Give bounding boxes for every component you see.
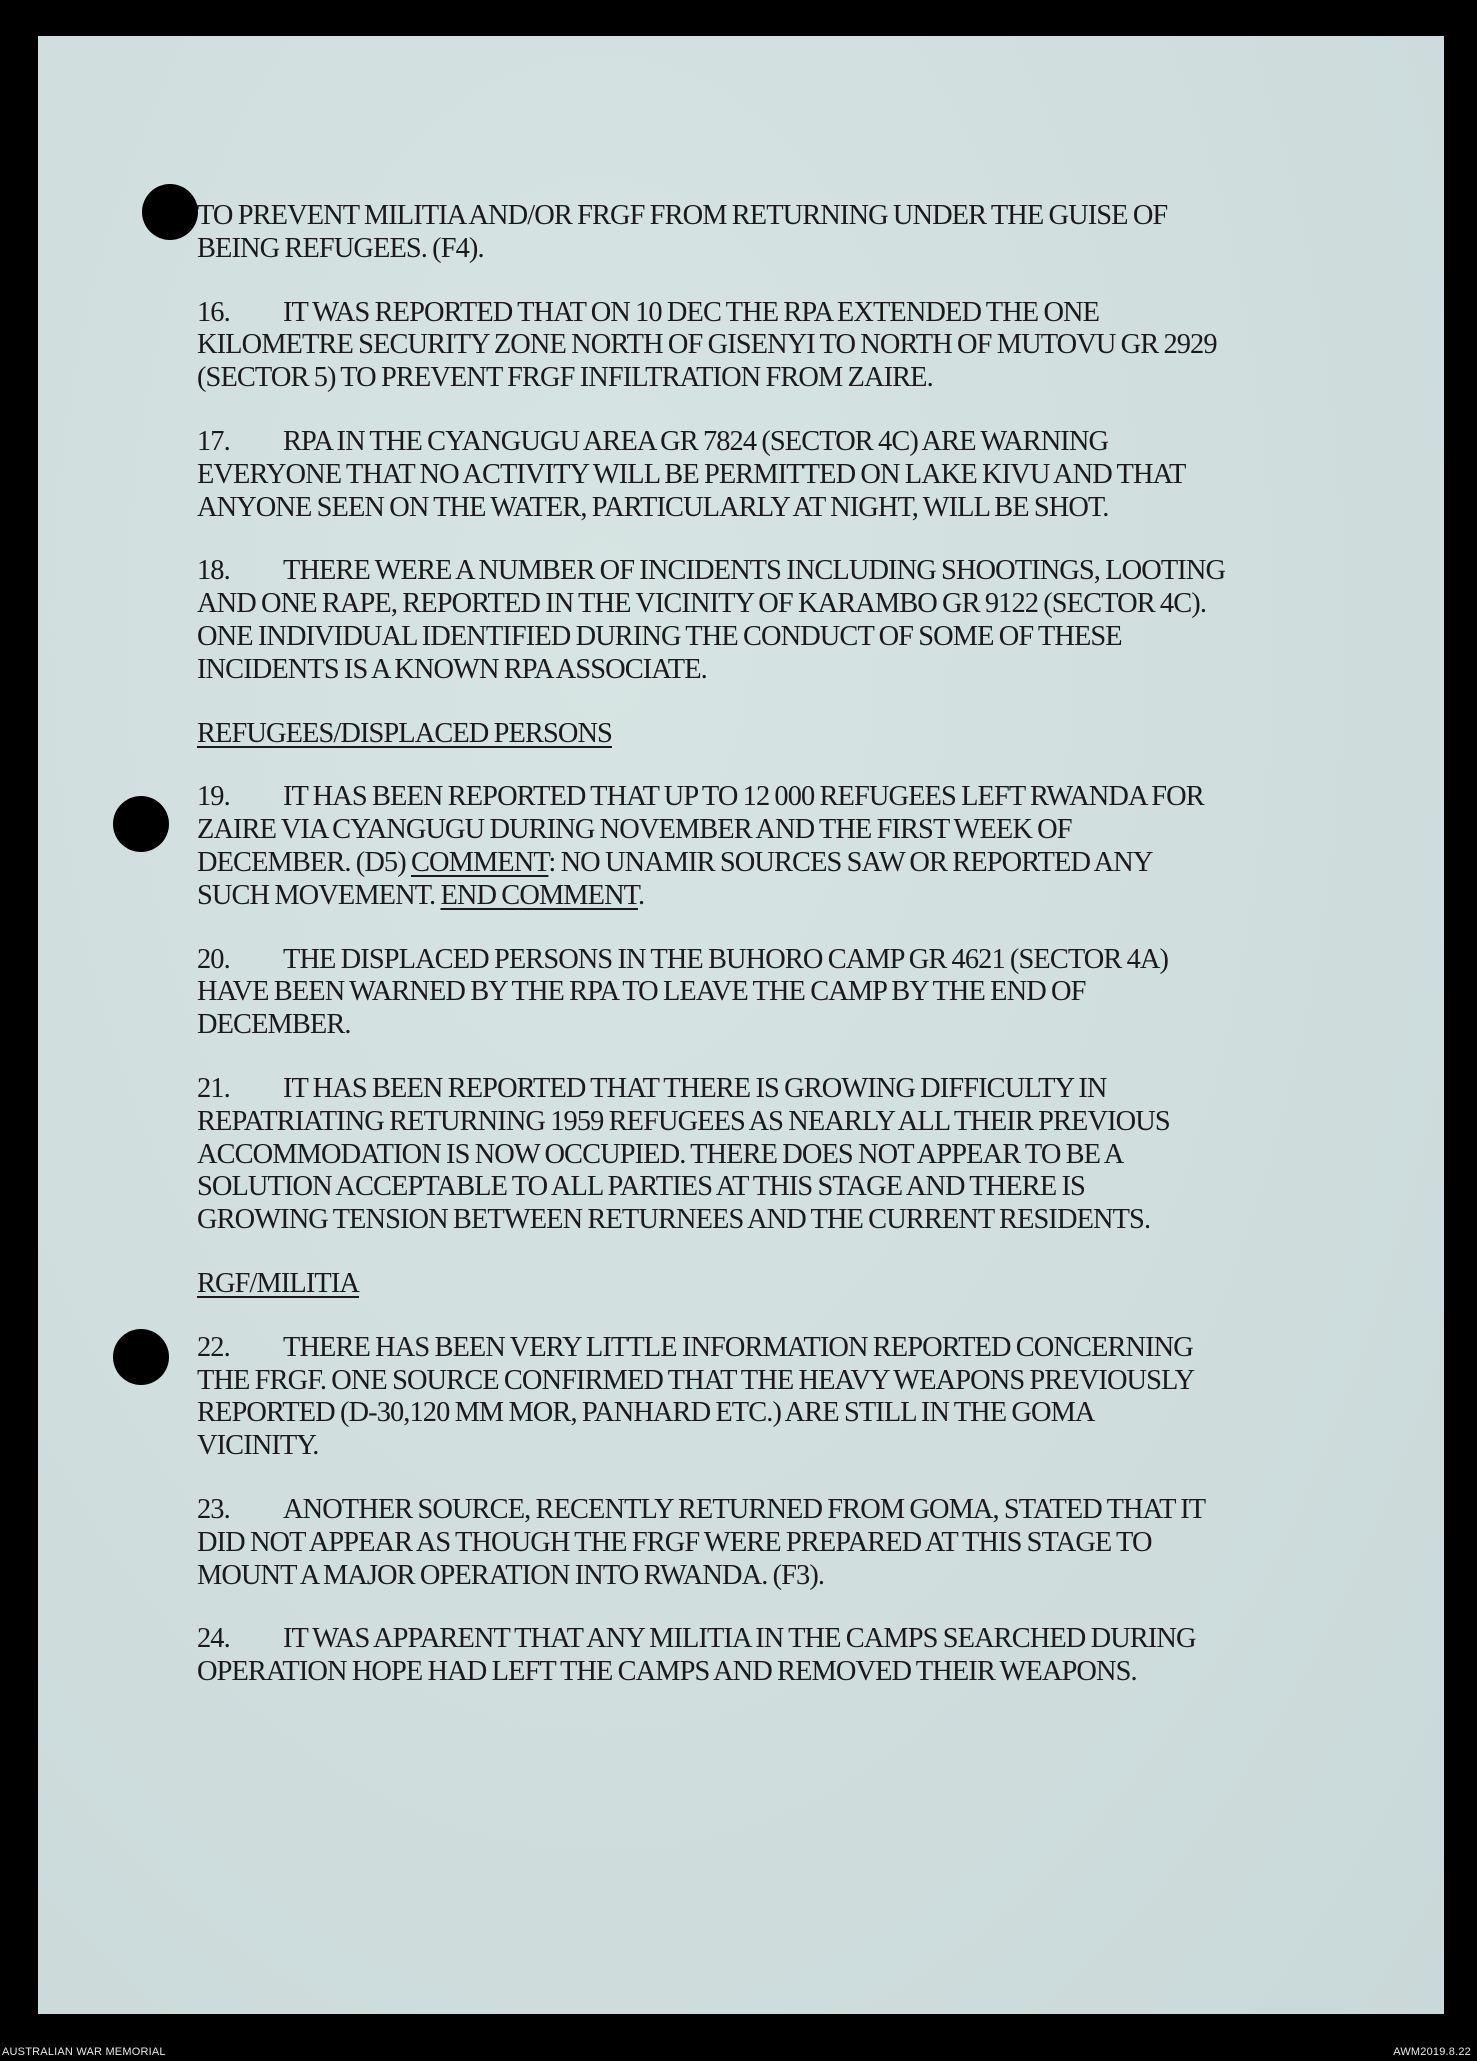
section-heading-refugees: REFUGEES/DISPLACED PERSONS (197, 717, 612, 749)
paragraph-24 (197, 1623, 1337, 1689)
paragraph-17 (197, 426, 1337, 524)
footer-institution: AUSTRALIAN WAR MEMORIAL (2, 2046, 166, 2058)
paragraph-22 (197, 1332, 1337, 1463)
paragraph-23 (197, 1494, 1337, 1592)
punch-hole-middle (113, 796, 169, 852)
document-body (197, 200, 1337, 1720)
paragraph-text: : NO UNAMIR SOURCES SAW OR REPORTED ANY SUCH MOVEMENT. (197, 846, 1153, 911)
paragraph-text: IT HAS BEEN REPORTED THAT UP TO 12 000 REFUGEES LEFT RWANDA FOR ZAIRE VIA CYANGUGU DURING NOVEMBER AND THE FIRST WEEK OF DECEMBER. (D5) (197, 781, 1204, 878)
paragraph-number: 16. (197, 296, 230, 328)
paragraph-text: ANOTHER SOURCE, RECENTLY RETURNED FROM GOMA, STATED THAT IT DID NOT APPEAR AS THOUGH THE FRGF WERE PREPARED AT THIS STAGE TO MOUNT A MAJOR OPERATION INTO RWANDA. (F3). (197, 1493, 1206, 1591)
paragraph-text: IT HAS BEEN REPORTED THAT THERE IS GROWING DIFFICULTY IN REPATRIATING RETURNING 1959 REFUGEES AS NEARLY ALL THEIR PREVIOUS ACCOMMODATION IS NOW OCCUPIED. THERE DOES NOT APPEAR TO BE A SOLUTION ACCEPTABLE TO ALL PARTIES AT THIS STAGE AND THERE IS GROWING TENSION BETWEEN RETURNEES AND THE CURRENT RESIDENTS. (197, 1072, 1170, 1236)
punch-hole-top (142, 184, 198, 240)
paragraph-number: 21. (197, 1072, 230, 1104)
punch-hole-bottom (113, 1329, 169, 1385)
paragraph-21 (197, 1073, 1337, 1237)
paragraph-19 (197, 781, 1337, 912)
paragraph-text: RPA IN THE CYANGUGU AREA GR 7824 (SECTOR 4C) ARE WARNING EVERYONE THAT NO ACTIVITY WILL BE PERMITTED ON LAKE KIVU AND THAT ANYONE SEEN ON THE WATER, PARTICULARLY AT NIGHT, WILL BE SHOT. (197, 425, 1186, 523)
paragraph-number: 18. (197, 555, 230, 587)
end-comment-label: END COMMENT (440, 879, 639, 911)
paragraph-text: THE DISPLACED PERSONS IN THE BUHORO CAMP GR 4621 (SECTOR 4A) HAVE BEEN WARNED BY THE RPA TO LEAVE THE CAMP BY THE END OF DECEMBER. (197, 943, 1169, 1041)
paragraph-continued: TO PREVENT MILITIA AND/OR FRGF FROM RETURNING UNDER THE GUISE OF BEING REFUGEES. (F4). (197, 200, 1168, 264)
paragraph-text: . (638, 879, 645, 911)
section-heading-rgf-militia: RGF/MILITIA (197, 1267, 360, 1299)
comment-label: COMMENT (410, 846, 549, 878)
paragraph-number: 23. (197, 1493, 230, 1525)
paragraph-text: IT WAS APPARENT THAT ANY MILITIA IN THE CAMPS SEARCHED DURING OPERATION HOPE HAD LEFT THE CAMPS AND REMOVED THEIR WEAPONS. (197, 1623, 1196, 1688)
footer-catalogue-id: AWM2019.8.22 (1393, 2046, 1471, 2058)
paragraph-number: 19. (197, 781, 230, 813)
paragraph-text: IT WAS REPORTED THAT ON 10 DEC THE RPA EXTENDED THE ONE KILOMETRE SECURITY ZONE NORTH OF GISENYI TO NORTH OF MUTOVU GR 2929 (SECTOR 5) TO PREVENT FRGF INFILTRATION FROM ZAIRE. (197, 296, 1217, 394)
paragraph-16 (197, 297, 1337, 395)
paragraph-20 (197, 944, 1337, 1042)
paragraph-number: 20. (197, 943, 230, 975)
paragraph-number: 17. (197, 425, 230, 457)
paragraph-number: 24. (197, 1623, 230, 1655)
paragraph-text: THERE WERE A NUMBER OF INCIDENTS INCLUDING SHOOTINGS, LOOTING AND ONE RAPE, REPORTED IN THE VICINITY OF KARAMBO GR 9122 (SECTOR 4C). ONE INDIVIDUAL IDENTIFIED DURING THE CONDUCT OF SOME OF THESE INCIDENTS IS A KNOWN RPA ASSOCIATE. (197, 555, 1226, 685)
paragraph-18 (197, 555, 1337, 686)
paragraph-number: 22. (197, 1331, 230, 1363)
paragraph-text: THERE HAS BEEN VERY LITTLE INFORMATION REPORTED CONCERNING THE FRGF. ONE SOURCE CONFIRMED THAT THE HEAVY WEAPONS PREVIOUSLY REPORTED (D-30,120 MM MOR, PANHARD ETC.) ARE STILL IN THE GOMA VICINITY. (197, 1331, 1195, 1462)
